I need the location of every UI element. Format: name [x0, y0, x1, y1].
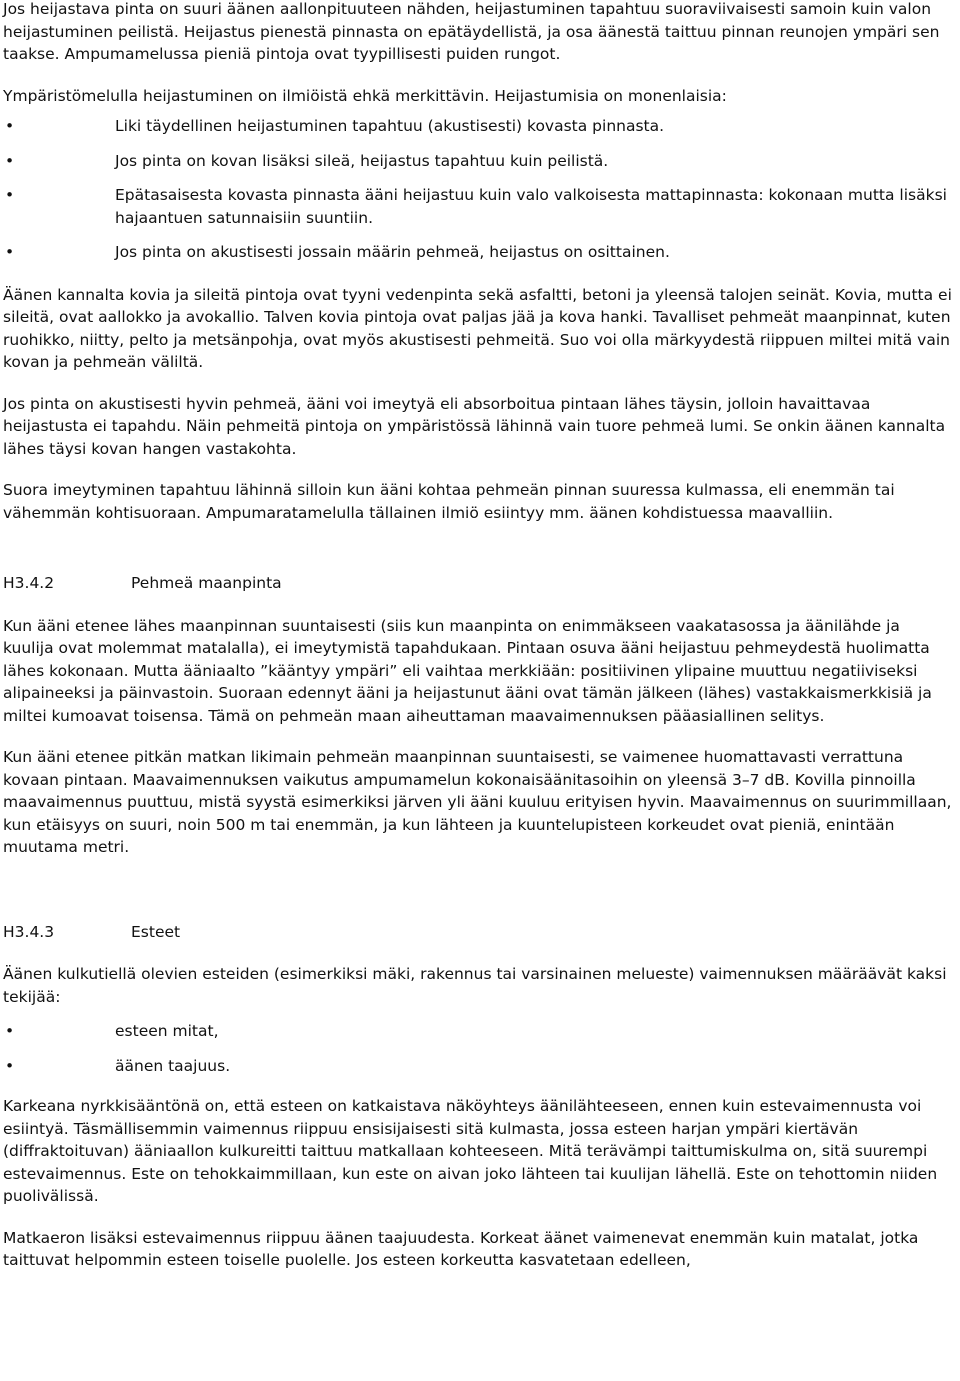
body-paragraph-1: Äänen kannalta kovia ja sileitä pintoja ovat tyyni vedenpinta sekä asfaltti, betoni ja yleensä talojen seinät. Kovia, mutta ei sileitä, ovat aallokko ja avokallio. Talven kovia pintoja ovat paljas jää ja kova hanki. Tavalliset pehmeät maanpinnat, kuten ruohikko, niitty, pelto ja metsänpohja, ovat myös akustisesti pehmeitä. Suo voi olla märkyydestä riippuen miltei mitä vain kovan ja pehmeän väliltä. [3, 285, 952, 371]
section2-paragraph-2: Matkaeron lisäksi estevaimennus riippuu äänen taajuudesta. Korkeat äänet vaimenevat enemmän kuin matalat, jotka taittuvat helpommin esteen toiselle puolelle. Jos esteen korkeutta kasvatetaan edelleen, [3, 1228, 919, 1269]
list-item: • äänen taajuus. [3, 1055, 955, 1078]
section-heading-h3-4-3 [3, 921, 955, 944]
bullet-icon: • [5, 1022, 15, 1040]
section2-lead: Äänen kulkutiellä olevien esteiden (esimerkiksi mäki, rakennus tai varsinainen melueste) vaimennuksen määräävät kaksi tekijää: [3, 965, 947, 1006]
bullet-icon: • [5, 151, 15, 170]
intro-paragraph-2: Ympäristömelulla heijastuminen on ilmiöistä ehkä merkittävin. Heijastumisia on monenlaisia: [3, 86, 727, 105]
section1-paragraph-1: Kun ääni etenee lähes maanpinnan suuntaisesti (siis kun maanpinta on enimmäkseen vaakatasossa ja äänilähde ja kuulija ovat molemmat matalalla), ei imeytymistä tapahdukaan. Pintaan osuva ääni heijastuu pehmeydestä huolimatta lähes kokonaan. Mutta ääniaalto ”kääntyy ympäri” eli vaihtaa merkkiään: positiivinen ylipaine muuttuu negatiiviseksi alipaineeksi ja päinvastoin. Suoraan edennyt ääni ja heijastunut ääni ovat tämän jälkeen (lähes) vastakkaismerkkisiä ja miltei kumoavat toisensa. Tämä on pehmeän maan aiheuttaman maavaimennuksen pääasiallinen selitys. [3, 616, 932, 725]
bullet-icon: • [5, 186, 15, 204]
obstacle-factors-list [3, 1020, 955, 1077]
list-item: • Jos pinta on akustisesti jossain määrin pehmeä, heijastus on osittainen. [3, 241, 955, 264]
bullet-icon: • [5, 243, 15, 261]
list-item: • Epätasaisesta kovasta pinnasta ääni heijastuu kuin valo valkoisesta mattapinnasta: kokonaan mutta lisäksi hajaantuen satunnaisiin suuntiin. [5, 186, 947, 227]
document-page [3, 0, 955, 1291]
list-item: • esteen mitat, [3, 1020, 955, 1043]
section-number: H3.4.3 [3, 922, 55, 941]
section-title: Pehmeä maanpinta [131, 574, 282, 592]
section-number: H3.4.2 [3, 574, 55, 592]
section2-paragraph-1: Karkeana nyrkkisääntönä on, että esteen on katkaistava näköyhteys äänilähteeseen, ennen kuin estevaimennusta voi esiintyä. Täsmällisemmin vaimennus riippuu ensisijaisesti sitä kulmasta, jossa esteen harjan ympäri kiertävän (diffraktoituvan) ääniaallon kulkureitti taittuu matkallaan kohteeseen. Mitä terävämpi taittumiskulma on, sitä suurempi estevaimennus. Este on tehokkaimmillaan, kun este on aivan joko lähteen tai kuulijan lähellä. Este on tehottomin niiden puolivälissä. [3, 1097, 938, 1205]
body-paragraph-2: Jos pinta on akustisesti hyvin pehmeä, ääni voi imeytyä eli absorboitua pintaan lähes täysin, jolloin havaittavaa heijastusta ei tapahdu. Näin pehmeitä pintoja on ympäristössä lähinnä vain tuore pehmeä lumi. Se onkin äänen kannalta lähes täysi kovan hangen vastakohta. [3, 394, 946, 458]
bullet-icon: • [5, 1056, 15, 1075]
list-item: • Jos pinta on kovan lisäksi sileä, heijastus tapahtuu kuin peilistä. [3, 150, 955, 173]
section-heading-h3-4-2 [3, 572, 955, 595]
bullet-icon: • [5, 117, 15, 135]
reflection-types-list [3, 115, 955, 264]
section1-paragraph-2: Kun ääni etenee pitkän matkan likimain pehmeän maanpinnan suuntaisesti, se vaimenee huomattavasti verrattuna kovaan pintaan. Maavaimennuksen vaikutus ampumamelun kokonaisäänitasoihin on yleensä 3–7 dB. Kovilla pinnoilla maavaimennus puuttuu, mistä syystä esimerkiksi järven yli ääni kuuluu erityisen hyvin. Maavaimennus on suurimmillaan, kun etäisyys on suuri, noin 500 m tai enemmän, ja kun lähteen ja kuuntelupisteen korkeudet ovat pieniä, enintään muutama metri. [3, 748, 952, 856]
list-item: • Liki täydellinen heijastuminen tapahtuu (akustisesti) kovasta pinnasta. [3, 115, 955, 138]
intro-paragraph-1: Jos heijastava pinta on suuri äänen aallonpituuteen nähden, heijastuminen tapahtuu suoraviivaisesti samoin kuin valon heijastuminen peilistä. Heijastus pienestä pinnasta on epätäydellistä, ja osa äänestä taittuu pinnan reunojen ympäri sen taakse. Ampumamelussa pieniä pintoja ovat tyypillisesti puiden rungot. [3, 0, 940, 63]
body-paragraph-3: Suora imeytyminen tapahtuu lähinnä silloin kun ääni kohtaa pehmeän pinnan suuressa kulmassa, eli enemmän tai vähemmän kohtisuoraan. Ampumaratamelulla tällainen ilmiö esiintyy mm. äänen kohdistuessa maavalliin. [3, 481, 895, 522]
section-title: Esteet [131, 922, 181, 941]
